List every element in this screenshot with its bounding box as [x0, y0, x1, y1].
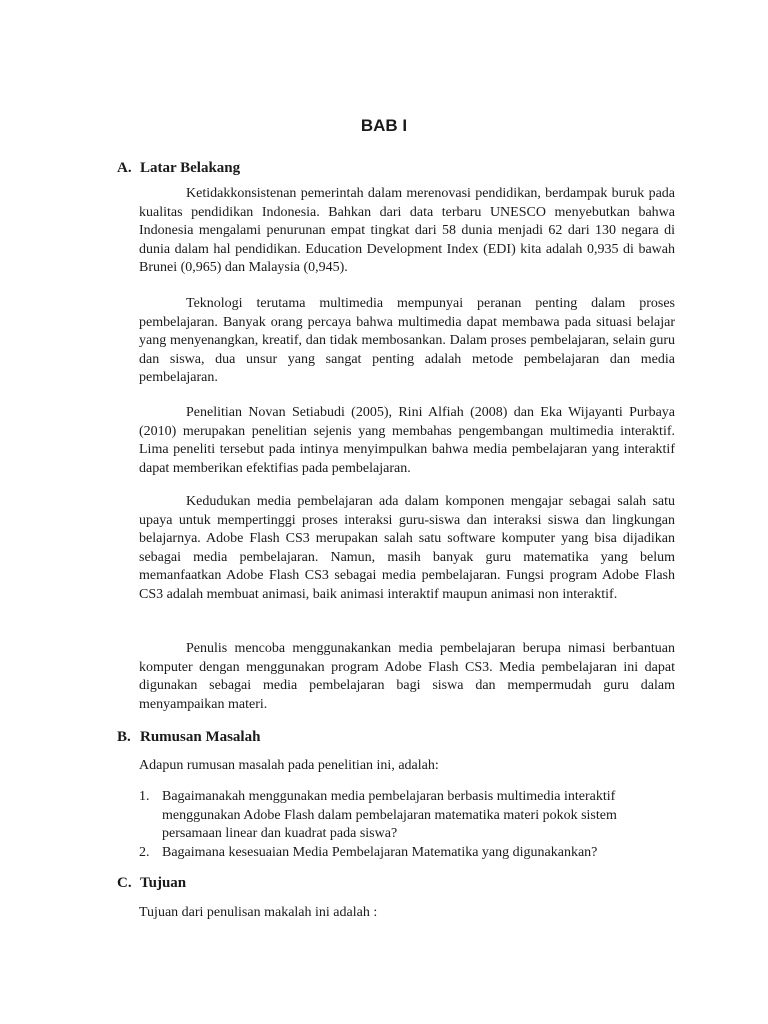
list-item [139, 844, 675, 863]
problem-list [139, 788, 675, 862]
list-text: Bagaimanakah menggunakan media pembelajaran berbasis multimedia interaktif menggunakan Adobe Flash dalam pembelajaran matematika materi pokok sistem persamaan linear dan kuadrat pada siswa? [162, 789, 617, 842]
section-title: Tujuan [140, 875, 187, 891]
section-heading-tujuan [117, 875, 186, 892]
list-number: 2. [139, 844, 150, 860]
section-intro: Adapun rumusan masalah pada penelitian ini, adalah: [139, 758, 439, 773]
paragraph: Teknologi terutama multimedia mempunyai peranan penting dalam proses pembelajaran. Banyak orang percaya bahwa multimedia dapat membawa pada situasi belajar yang menyenangkan, kreatif, dan tidak membosankan. Dalam proses pembelajaran, selain guru dan siswa, dua unsur yang sangat penting adalah metode pembelajaran dan media pembelajaran. [139, 296, 675, 386]
paragraph: Kedudukan media pembelajaran ada dalam komponen mengajar sebagai salah satu upaya untuk mempertinggi proses interaksi guru-siswa dan interaksi siswa dan lingkungan belajarnya. Adobe Flash CS3 merupakan salah satu software komputer yang bisa dijadikan sebagai media pembelajaran. Namun, masih banyak guru matematika yang belum memanfaatkan Adobe Flash CS3 sebagai media pembelajaran. Fungsi program Adobe Flash CS3 adalah membuat animasi, baik animasi interaktif maupun animasi non interaktif. [139, 494, 675, 602]
section-heading-latar-belakang [117, 160, 240, 177]
section-title: Latar Belakang [140, 160, 241, 176]
chapter-title: BAB I [360, 116, 408, 135]
section-intro: Tujuan dari penulisan makalah ini adalah : [139, 905, 378, 920]
paragraph: Penelitian Novan Setiabudi (2005), Rini Alfiah (2008) dan Eka Wijayanti Purbaya (2010) merupakan penelitian sejenis yang membahas pengembangan multimedia interaktif. Lima peneliti tersebut pada intinya menyimpulkan bahwa media pembelajaran yang interaktif dapat memberikan efektifias pada pembelajaran. [139, 405, 675, 476]
section-letter: C. [117, 875, 132, 891]
list-text: Bagaimana kesesuaian Media Pembelajaran Matematika yang digunakankan? [162, 844, 598, 860]
paragraph: Penulis mencoba menggunakankan media pembelajaran berupa nimasi berbantuan komputer dengan menggunakan program Adobe Flash CS3. Media pembelajaran ini dapat digunakan sebagai media pembelajaran bagi siswa dan mempermudah guru dalam menyampaikan materi. [139, 641, 675, 712]
list-item [139, 788, 675, 844]
section-title: Rumusan Masalah [140, 729, 261, 745]
section-letter: A. [117, 160, 132, 176]
section-heading-rumusan-masalah [117, 729, 260, 746]
list-number: 1. [139, 789, 150, 804]
section-letter: B. [117, 729, 131, 745]
paragraph: Ketidakkonsistenan pemerintah dalam merenovasi pendidikan, berdampak buruk pada kualitas pendidikan Indonesia. Bahkan dari data terbaru UNESCO menyebutkan bahwa Indonesia mengalami penurunan empat tingkat dari 58 dunia menjadi 62 dari 130 negara di dunia dalam hal pendidikan. Education Development Index (EDI) kita adalah 0,935 di bawah Brunei (0,965) dan Malaysia (0,945). [139, 186, 675, 276]
